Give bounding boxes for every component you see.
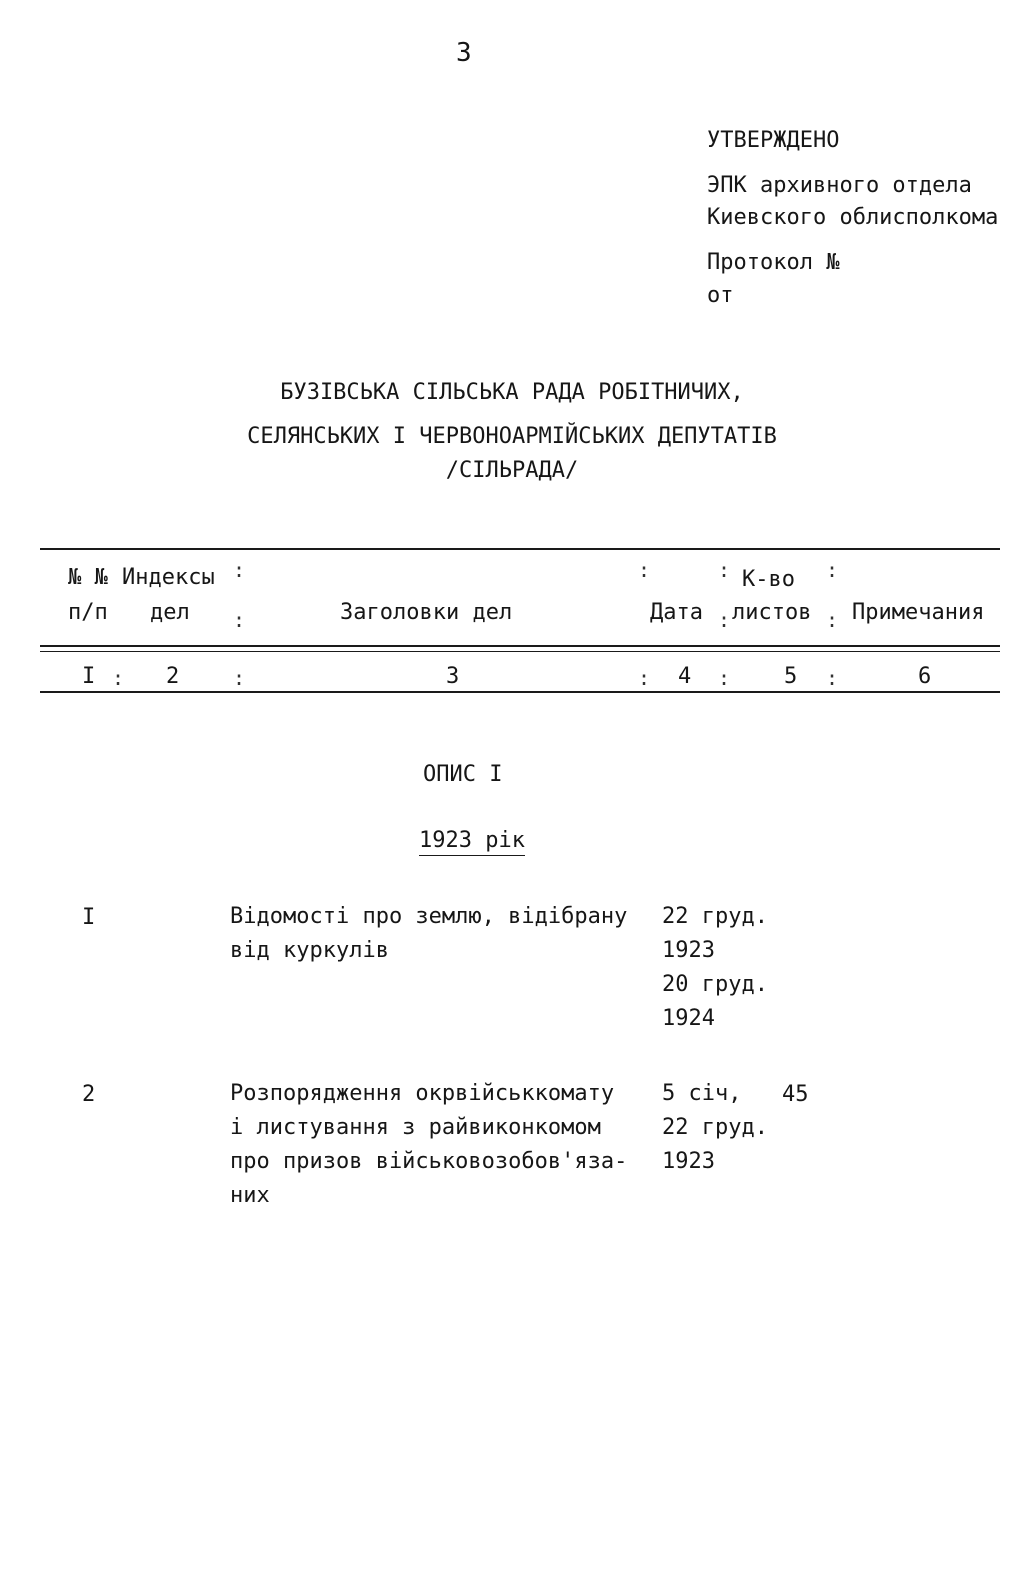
entry-date-line: 1923 [662, 1149, 715, 1174]
column-number-6: 6 [918, 664, 932, 689]
separator-dots: : [826, 608, 839, 632]
inventory-title: ОПИС I [423, 762, 503, 787]
entry-date-line: 5 січ, [662, 1081, 742, 1106]
table-header-rule-thin [40, 651, 1000, 652]
approval-line-3: Протокол № [707, 250, 840, 275]
separator-dots: : [718, 666, 731, 690]
column-number-4: 4 [678, 664, 692, 689]
entry-date-line: 22 груд. [662, 1115, 768, 1140]
column-number-3: 3 [446, 664, 460, 689]
inventory-year [419, 828, 525, 853]
column-number-5: 5 [784, 664, 798, 689]
entry-date-line: 1924 [662, 1006, 715, 1031]
separator-dots: : [233, 666, 246, 690]
separator-dots: : [718, 608, 731, 632]
organization-line-3: /СІЛЬРАДА/ [445, 458, 579, 483]
entry-number: 2 [82, 1082, 96, 1107]
header-col6: Примечания [852, 600, 985, 625]
entry-number: I [82, 905, 96, 930]
separator-dots: : [826, 558, 839, 582]
header-col3: Заголовки дел [340, 600, 513, 625]
organization-line-1: БУЗІВСЬКА СІЛЬСЬКА РАДА РОБІТНИЧИХ, [280, 380, 744, 405]
header-col1-top: № № [68, 565, 108, 590]
separator-dots: : [718, 558, 731, 582]
entry-title-line: і листування з райвиконкомом [230, 1115, 601, 1140]
column-number-2: 2 [166, 664, 180, 689]
entry-date-line: 22 груд. [662, 904, 768, 929]
entry-title [230, 900, 627, 968]
header-col2-top: Индексы [122, 565, 215, 590]
inventory-year-text: 1923 рік [419, 828, 525, 856]
entry-date [662, 1077, 768, 1179]
organization-line-2: СЕЛЯНСЬКИХ І ЧЕРВОНОАРМІЙСЬКИХ ДЕПУТАТІВ [247, 424, 777, 449]
header-col2-bottom: дел [150, 600, 190, 625]
header-col5-top: К-во [742, 567, 795, 592]
entry-title-line: про призов військовозобов'яза- [230, 1149, 628, 1174]
approval-line-2: Киевского облисполкома [707, 205, 999, 230]
separator-dots: : [233, 558, 246, 582]
header-col1-bottom: п/п [68, 600, 108, 625]
entry-title-line: Розпорядження окрвійськкомату [230, 1081, 615, 1106]
entry-date-line: 1923 [662, 938, 715, 963]
entry-title-line: Відомості про землю, відібрану [230, 904, 628, 929]
separator-dots: : [112, 666, 125, 690]
separator-dots: : [233, 608, 246, 632]
separator-dots: : [826, 666, 839, 690]
approval-line-1: ЭПК архивного отдела [707, 173, 972, 198]
approval-line-4: от [707, 283, 734, 308]
page-number: 3 [456, 38, 472, 68]
entry-date [662, 900, 768, 1036]
entry-title-line: них [230, 1183, 270, 1208]
table-header-rule [40, 645, 1000, 647]
header-col5-bottom: листов [732, 600, 812, 625]
approval-title: УТВЕРЖДЕНО [707, 128, 840, 153]
table-top-rule [40, 548, 1000, 550]
column-number-1: I [82, 664, 96, 689]
entry-date-line: 20 груд. [662, 972, 768, 997]
header-col4: Дата [650, 600, 703, 625]
separator-dots: : [638, 558, 651, 582]
entry-title [230, 1077, 627, 1213]
entry-title-line: від куркулів [230, 938, 389, 963]
separator-dots: : [638, 666, 651, 690]
table-bottom-rule [40, 691, 1000, 693]
entry-sheets: 45 [782, 1082, 809, 1107]
